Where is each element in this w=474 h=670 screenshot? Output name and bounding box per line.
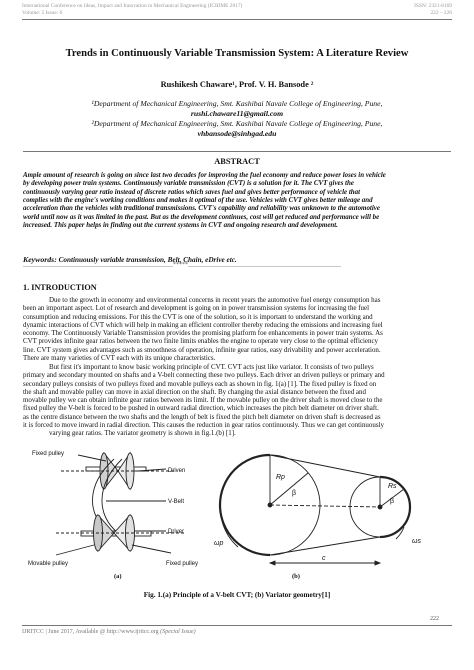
abstract-rule: [23, 151, 451, 152]
author-list: Rushikesh Chaware¹, Prof. V. H. Bansode ²: [160, 80, 314, 89]
paragraph-line: line. CVT system gives advantages such as smoothness of operation, infinite gear ratios, easy drivability and power acceleration.: [23, 345, 381, 354]
paragraph-line: secondary pulleys consists of two pulleys fixed and movable pulleys each as shown in fig. 1(a) [1]. The fixed pulley is fixed on: [23, 379, 377, 388]
figure-b-variator-geometry: [208, 443, 448, 573]
paragraph-line: it is forced to move inward in radial direction. This causes the reduction in gear ratios continuously. Thus we can get continuously: [23, 421, 384, 430]
label-fixed-pulley-2: Fixed pulley: [166, 561, 199, 567]
label-rp: Rp: [276, 474, 285, 481]
paragraph-line: primary and secondary mounted on shafts and a V-belt connecting these two pulleys. Each driver an driven pulleys or primary and: [23, 371, 385, 380]
footer-rule: [22, 625, 452, 626]
paragraph-line: Due to the growth in economy and environmental concerns in recent years the automotive fuel energy consumption has: [49, 296, 381, 304]
affiliation-2-dept: ²Department of Mechanical Engineering, Smt. Kashibai Navale College of Engineering, Pune,: [91, 119, 383, 128]
paper-title: Trends in Continuously Variable Transmission System: A Literature Review: [65, 48, 409, 59]
label-driven: Driven: [168, 468, 186, 474]
page-footer: [22, 629, 196, 635]
volume-issue: Volume: 5 Issue: 6: [22, 10, 63, 16]
abstract-line: continuously varying gear ratio instead of discrete ratios which saves fuel and gives better performance of vehicle that: [23, 187, 361, 196]
abstract-heading: ABSTRACT: [214, 157, 260, 166]
intro-paragraph-1: [23, 296, 451, 362]
keywords-label: Keywords:: [23, 255, 57, 264]
page-number: 222: [430, 616, 439, 622]
issn: ISSN: 2321-8169: [414, 3, 452, 9]
paragraph-line: movable pulley we can obtain infinite gear ratios between its limit. If the movable pulley on the driver shaft is moved close to the: [23, 396, 383, 405]
running-header-right: [414, 3, 452, 17]
section-heading: 1. INTRODUCTION: [23, 283, 97, 292]
label-fixed-pulley: Fixed pulley: [32, 451, 65, 457]
paragraph-line: as the centre distance between the two shafts and the length of belt is fixed the pitch belt diameter on driven shaft is decreased as: [23, 412, 381, 421]
conference-name: International Conference on Ideas, Impact and Innovation in Mechanical Engineering (ICIIIME 2017): [22, 3, 243, 9]
label-driver: Driver: [168, 529, 184, 535]
running-header-left: [22, 3, 242, 17]
paragraph-line: economy. The Continuously Variable Transmission provides the promising platform foe enhancements in power train systems. As: [23, 329, 383, 338]
figure-label-a: (a): [114, 573, 122, 580]
abstract-line: Ample amount of research is going on since last two decades for improving the fuel economy and reduce power loses in vehicle: [23, 171, 386, 179]
page-range: 222 – 226: [430, 10, 452, 16]
paragraph-line: the shaft and movable pulley can move in axial direction on the shaft. By changing the axial distance between the fixed and: [23, 387, 366, 396]
abstract-text: [23, 171, 451, 229]
paragraph-line: But first it's important to know basic working principle of CVT. CVT acts just like variator. It consists of two pulleys: [49, 363, 374, 371]
paragraph-line: There are many varieties of CVT each with its unique characteristics.: [23, 354, 216, 363]
label-c: c: [322, 555, 326, 562]
figure-a-cvt-principle: [26, 445, 224, 573]
email-2[interactable]: vhbansode@sinhgad.edu: [197, 128, 277, 138]
header-rule: [22, 19, 452, 20]
label-rs: Rs: [388, 483, 397, 490]
footer-special-issue: (Special Issue): [160, 629, 196, 635]
affiliation-2-email[interactable]: [0, 129, 474, 139]
figure-label-b: (b): [292, 573, 300, 580]
paragraph-line: dynamic interactions of CVT which will help in making an efficient controller thereby reducing the emissions and increasing fuel: [23, 320, 383, 329]
abstract-line: increased. This paper helps in finding out the current systems in CVT and ongoing research and development.: [23, 221, 338, 230]
paragraph-line: fixed pulley the V-belt is forced to be pushed in outward radial direction, which increases the pitch belt diameter on driver shaft.: [23, 404, 379, 413]
keywords-list: Continuously variable transmission, Belt, Chain, eDrive etc.: [58, 256, 237, 264]
affiliation-1: [0, 99, 474, 118]
label-beta-1: β: [292, 490, 297, 497]
paragraph-line: CVT provides infinite gear ratios between the two finite limits enables the engine to operate very close to the optimal efficiency: [23, 337, 378, 346]
abstract-line: complies with the engine's working conditions and makes it optimal of the use. Vehicles with CVT gives better mileage and: [23, 196, 373, 205]
intro-paragraph-2: [23, 363, 451, 438]
paragraph-line: consumption and reducing emissions. For this the CVT is one of the solution, so it is important to understand the working and: [23, 312, 373, 321]
label-beta-2: β: [390, 498, 395, 505]
label-omega-s: ωs: [412, 538, 421, 545]
email-1[interactable]: rushi.chaware11@gmail.com: [190, 108, 284, 118]
abstract-line: world until now as it was limited in the past. But as the development continues, cost will get reduced and performance will be: [23, 212, 380, 221]
affiliation-1-email[interactable]: [0, 109, 474, 119]
affiliation-2: [0, 119, 474, 138]
paragraph-line: varying gear ratios. The variator geometry is shown in fig.1.(b) [1].: [49, 429, 236, 438]
label-movable-pulley: Movable pulley: [28, 561, 69, 567]
abstract-line: by developing power train systems. Continuously variable transmission (CVT) is a solution for it. The CVT gives the: [23, 179, 354, 188]
paragraph-line: been an important aspect. Lot of research and development is going on in power transmission systems for increasing the fuel: [23, 304, 370, 313]
footer-journal[interactable]: IJRITCC | June 2017, Available @ http://www.ijritcc.org: [22, 629, 159, 635]
label-omega-p: ωp: [214, 540, 224, 547]
label-v-belt: V-Belt: [168, 499, 185, 505]
section-divider: __________________________________________________*****___________________________________________________: [23, 262, 341, 268]
figure-caption: Fig. 1.(a) Principle of a V-belt CVT; (b) Variator geometry[1]: [143, 591, 331, 599]
abstract-line: acceleration than the vehicles with traditional transmissions. CVT's capability and reliability was unknown to the automotive: [23, 204, 380, 213]
affiliation-1-dept: ¹Department of Mechanical Engineering, Smt. Kashibai Navale College of Engineering, Pune,: [91, 99, 383, 108]
